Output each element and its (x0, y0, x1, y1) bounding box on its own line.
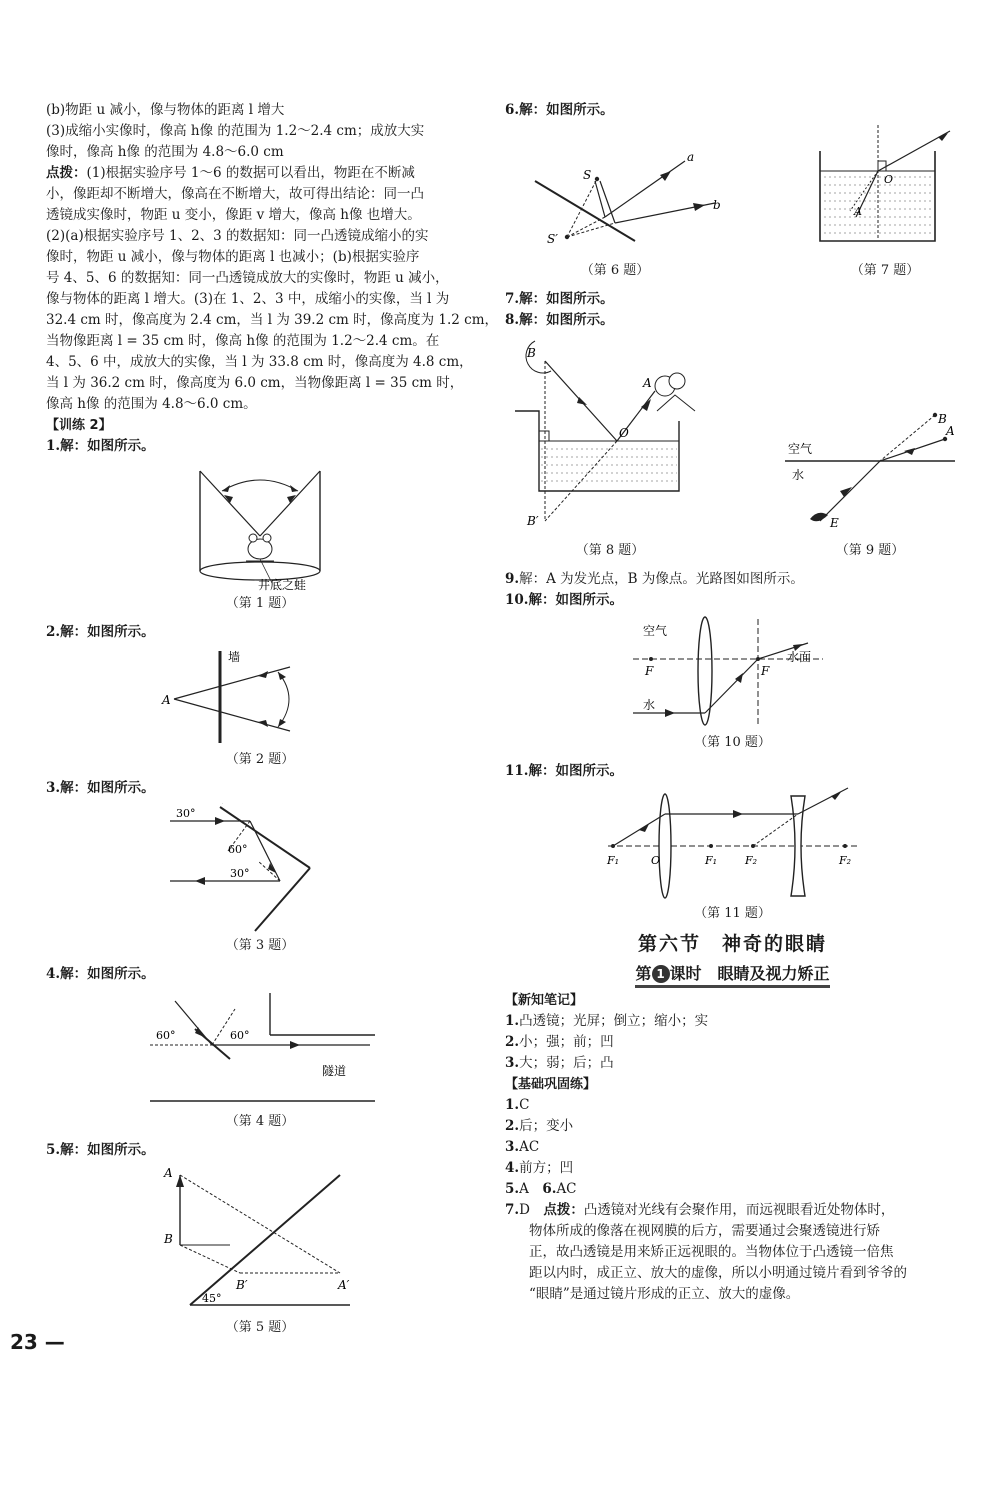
fig2-A: A (162, 693, 171, 707)
note-text: 大；弱；后；凸 (519, 1055, 614, 1071)
note-1 (505, 1011, 960, 1032)
fig10-surface: 水面 (786, 650, 811, 664)
training-heading: 【训练 2】 (46, 418, 112, 433)
text-line: 32.4 cm 时，像高度为 2.4 cm，当 l 为 39.2 cm 时，像高度为 1.2 cm， (46, 312, 499, 328)
figure-9-block (780, 411, 960, 569)
figure-1-frog-in-well (160, 461, 360, 591)
question-number: 2. (46, 624, 61, 640)
fig10-water: 水 (642, 698, 655, 712)
fig9-E: E (830, 516, 839, 530)
fig9-water: 水 (792, 468, 805, 482)
question-number: 5. (46, 1142, 61, 1158)
text-line: (2)(a)根据实验序号 1、2、3 的数据知：同一凸透镜成缩小的实 (46, 228, 429, 244)
figure-7-block (810, 121, 960, 289)
text-line: 正，故凸透镜是用来矫正远视眼的。当物体位于凸透镜一倍焦 (529, 1244, 894, 1260)
question-number: 1. (46, 438, 61, 454)
fig11-O: O (650, 854, 660, 867)
fig5-A-prime: A′ (338, 1278, 350, 1292)
question-number: 4. (46, 966, 61, 982)
question-4 (46, 964, 474, 985)
note-3 (505, 1053, 960, 1074)
question-11 (505, 761, 960, 782)
fig8-B: B (527, 346, 536, 360)
item-answer: D (519, 1202, 544, 1218)
fig6-S: S (583, 168, 592, 182)
question-2 (46, 622, 474, 643)
fig8-O: O (619, 426, 629, 440)
figure-6-reflection (505, 131, 725, 251)
figure-6-block (505, 131, 725, 289)
text-line (46, 163, 474, 184)
answer-text: 解：如图所示。 (60, 966, 155, 982)
fig9-B: B (938, 412, 947, 426)
item-number: 7. (505, 1202, 520, 1218)
fig5-A: A (164, 1166, 173, 1180)
fig11-F2b: F₂ (838, 854, 851, 867)
figure-8-monkey-moon (505, 331, 715, 531)
question-7 (505, 289, 960, 310)
text-line: 透镜成实像时，物距 u 变小，像距 v 增大，像高 h像 也增大。 (46, 207, 421, 223)
item-number: 3. (505, 1139, 520, 1155)
right-column (505, 100, 960, 1305)
figure-3-caption: （第 3 题） (225, 938, 295, 953)
question-10 (505, 590, 960, 611)
fig7-A: A (854, 205, 862, 218)
fig11-F1b: F₁ (704, 854, 717, 867)
note-number: 2. (505, 1034, 520, 1050)
text-line: 像与物体的距离 l 增大。(3)在 1、2、3 中，成缩小的实像，当 l 为 (46, 291, 450, 307)
note-number: 1. (505, 1013, 520, 1029)
figure-8-caption: （第 8 题） (575, 543, 645, 558)
text-line: 像高 h像 的范围为 4.8～6.0 cm。 (46, 396, 257, 412)
item-number: 6. (542, 1181, 557, 1197)
answer-text: 解：A 为发光点，B 为像点。光路图如图所示。 (519, 571, 804, 587)
item-text: C (519, 1097, 530, 1113)
lesson-title-underline (635, 964, 829, 988)
text-line: 距以内时，成正立、放大的虚像，所以小明通过镜片看到爷爷的 (529, 1265, 907, 1281)
figure-3-mirrors (160, 803, 360, 933)
question-number: 6. (505, 102, 520, 118)
text-line: (b)物距 u 减小，像与物体的距离 l 增大 (46, 102, 285, 118)
answer-text: 解：如图所示。 (60, 1142, 155, 1158)
lesson-title-text: 课时 眼睛及视力矫正 (669, 964, 830, 983)
lesson-title (505, 963, 960, 984)
fig4-angle-1: 60° (156, 1029, 176, 1042)
fig9-air: 空气 (788, 442, 813, 456)
note-2 (505, 1032, 960, 1053)
fig3-angle-1: 30° (176, 807, 196, 820)
lesson-prefix: 第 (635, 964, 652, 983)
answer-text: 解：如图所示。 (519, 312, 614, 328)
fig10-F1: F (644, 664, 653, 678)
item-number: 1. (505, 1097, 520, 1113)
fig6-S-prime: S′ (547, 232, 558, 246)
answer-text: 解：如图所示。 (60, 780, 155, 796)
text-line: 号 4、5、6 的数据知：同一凸透镜成放大的实像时，物距 u 减小， (46, 270, 449, 286)
answer-text: 解：如图所示。 (519, 102, 614, 118)
figure-11-caption: （第 11 题） (694, 906, 771, 921)
figure-1-caption: （第 1 题） (225, 596, 295, 611)
text-line: 像时，像高 h像 的范围为 4.8～6.0 cm (46, 144, 284, 160)
answer-text: 解：如图所示。 (528, 763, 623, 779)
question-8 (505, 310, 960, 331)
fig11-F2: F₂ (744, 854, 757, 867)
text-line: 像时，物距 u 减小，像与物体的距离 l 也减小；(b)根据实验序 (46, 249, 420, 265)
fig9-A: A (946, 424, 955, 438)
figure-7-refraction-tank (810, 121, 960, 251)
fig8-A: A (643, 376, 652, 390)
page-number: 23 — (10, 1330, 65, 1354)
fig5-B: B (164, 1232, 173, 1246)
text-line: 物体所成的像落在视网膜的后方，需要通过会聚透镜进行矫 (529, 1223, 880, 1239)
basic-5-6 (505, 1179, 960, 1200)
item-text: 凸透镜对光线有会聚作用，而远视眼看近处物体时， (583, 1202, 895, 1218)
item-number: 4. (505, 1160, 520, 1176)
item-number: 2. (505, 1118, 520, 1134)
question-number: 10. (505, 592, 529, 608)
question-6 (505, 100, 960, 121)
question-number: 11. (505, 763, 529, 779)
item-text: AC (556, 1181, 577, 1197)
basic-3 (505, 1137, 960, 1158)
answer-text: 解：如图所示。 (60, 624, 155, 640)
fig11-F1: F₁ (606, 854, 619, 867)
figure-8-block (505, 331, 715, 569)
text-span: (1)根据实验序号 1～6 的数据可以看出，物距在不断减 (86, 165, 415, 181)
text-line: 当物像距离 l = 35 cm 时，像高 h像 的范围为 1.2～2.4 cm。在 (46, 333, 440, 349)
fig4-angle-2: 60° (230, 1029, 250, 1042)
fig7-O: O (884, 173, 894, 186)
text-line: “眼睛”是通过镜片形成的正立、放大的虚像。 (529, 1286, 800, 1302)
fig5-angle: 45° (202, 1292, 222, 1305)
figure-2-caption: （第 2 题） (225, 752, 295, 767)
left-column (46, 100, 499, 1346)
figure-6-caption: （第 6 题） (580, 263, 650, 278)
fig4-tunnel: 隧道 (322, 1064, 347, 1078)
hint-label: 点拨： (46, 165, 87, 181)
note-number: 3. (505, 1055, 520, 1071)
question-number: 3. (46, 780, 61, 796)
question-number: 7. (505, 291, 520, 307)
fig10-air: 空气 (642, 624, 667, 638)
figure-5-plane-mirror (140, 1165, 380, 1315)
question-1 (46, 436, 474, 457)
answer-text: 解：如图所示。 (519, 291, 614, 307)
text-line: 小，像距却不断增大，像高在不断增大，故可得出结论：同一凸 (46, 186, 424, 202)
question-5 (46, 1140, 474, 1161)
basic-1 (505, 1095, 960, 1116)
item-text: AC (519, 1139, 540, 1155)
question-3 (46, 778, 474, 799)
fig8-B-prime: B′ (527, 514, 539, 528)
figure-9-air-water (780, 411, 960, 531)
figure-4-tunnel (140, 989, 380, 1109)
figure-4-caption: （第 4 题） (225, 1114, 295, 1129)
lesson-number-badge: 1 (652, 965, 670, 983)
text-line: 4、5、6 中，成放大的实像，当 l 为 33.8 cm 时，像高度为 4.8 cm， (46, 354, 473, 370)
basic-4 (505, 1158, 960, 1179)
figure-2-wall-eye (160, 647, 360, 747)
fig3-angle-3: 30° (230, 867, 250, 880)
question-number: 8. (505, 312, 520, 328)
figure-7-caption: （第 7 题） (850, 263, 920, 278)
fig1-label: 井底之蛙 (258, 578, 307, 591)
section-title: 第六节 神奇的眼睛 (637, 933, 827, 955)
question-9 (505, 569, 960, 590)
item-text: 后；变小 (519, 1118, 574, 1134)
notes-heading: 【新知笔记】 (505, 993, 584, 1008)
fig6-a: a (687, 150, 695, 164)
figure-10-lens-water (623, 615, 843, 730)
fig5-B-prime: B′ (236, 1278, 248, 1292)
figure-10-caption: （第 10 题） (694, 735, 771, 750)
hint-label: 点拨： (543, 1202, 584, 1218)
fig3-angle-2: 60° (228, 843, 248, 856)
item-number: 5. (505, 1181, 520, 1197)
item-text: A (519, 1181, 543, 1197)
text-line: (3)成缩小实像时，像高 h像 的范围为 1.2～2.4 cm；成放大实 (46, 123, 425, 139)
figure-11-lens-system (603, 786, 863, 901)
figure-9-caption: （第 9 题） (835, 543, 905, 558)
fig10-F2: F (760, 664, 769, 678)
note-text: 小；强；前；凹 (519, 1034, 614, 1050)
basic-2 (505, 1116, 960, 1137)
item-text: 前方；凹 (519, 1160, 574, 1176)
answer-text: 解：如图所示。 (528, 592, 623, 608)
basic-7 (505, 1200, 960, 1221)
basic-heading: 【基础巩固练】 (505, 1077, 597, 1092)
text-line: 当 l 为 36.2 cm 时，像高度为 6.0 cm，当物像距离 l = 35 cm 时， (46, 375, 464, 391)
answer-text: 解：如图所示。 (60, 438, 155, 454)
fig2-wall: 墙 (228, 650, 241, 664)
note-text: 凸透镜；光屏；倒立；缩小；实 (519, 1013, 709, 1029)
fig6-b: b (713, 198, 721, 212)
figures-6-7-row (505, 121, 960, 289)
figures-8-9-row (505, 331, 960, 569)
question-number: 9. (505, 571, 520, 587)
figure-5-caption: （第 5 题） (225, 1320, 295, 1335)
